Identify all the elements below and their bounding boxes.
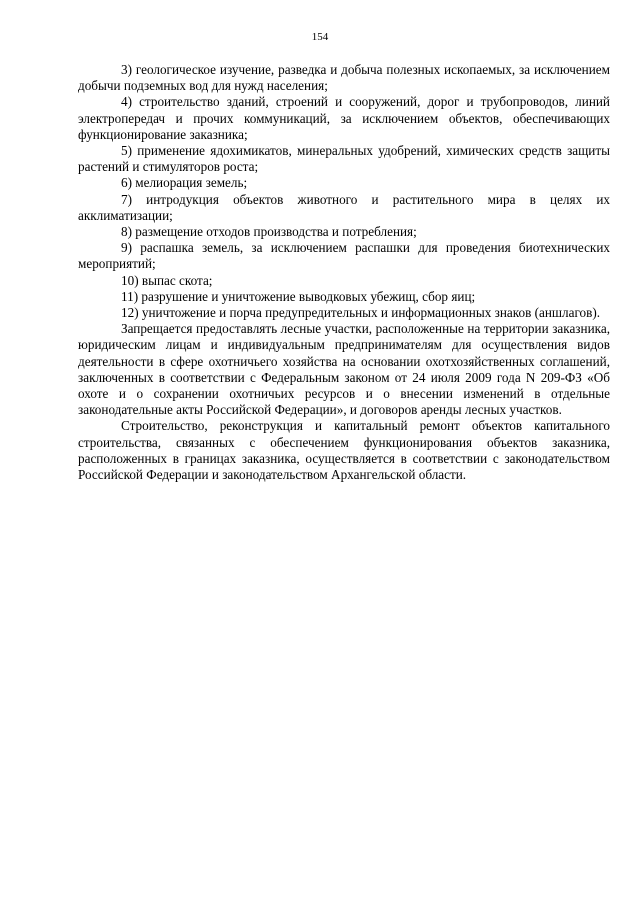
list-item-grazing: 10) выпас скота; <box>121 272 213 288</box>
list-item-waste-disposal: 8) размещение отходов производства и потребления; <box>121 224 417 240</box>
list-item-geological-study: 3) геологическое изучение, разведка и добыча полезных ископаемых, за исключением добычи подземных вод для нужд населения; <box>78 62 610 94</box>
list-item-introduction: 7) интродукция объектов животного и растительного мира в целях их акклиматизации; <box>78 191 610 223</box>
list-item-land-reclamation: 6) мелиорация земель; <box>121 175 248 191</box>
list-item-nest-destruction: 11) разрушение и уничтожение выводковых убежищ, сбор яиц; <box>121 288 476 304</box>
paragraph-forest-plots: Запрещается предоставлять лесные участки, расположенные на территории заказника, юридическим лицам и индивидуальным предпринимателям для осуществления видов деятельности в сфере охотничьего хозяйства на основании охотхозяйственных соглашений, заключенных в соответствии с Федеральным законом от 24 июля 2009 года N 209-ФЗ «Об охоте и о сохранении охотничьих ресурсов и о внесении изменений в отдельные законодательные акты Российской Федерации», и договоров аренды лесных участков. <box>78 321 610 418</box>
list-item-signs-damage: 12) уничтожение и порча предупредительных и информационных знаков (аншлагов). <box>121 305 601 321</box>
list-item-ploughing: 9) распашка земель, за исключением распашки для проведения биотехнических мероприятий; <box>78 240 610 272</box>
document-body <box>78 62 610 483</box>
page-number: 154 <box>311 31 329 43</box>
list-item-chemicals: 5) применение ядохимикатов, минеральных удобрений, химических средств защиты растений и стимуляторов роста; <box>78 143 610 175</box>
paragraph-capital-construction: Строительство, реконструкция и капитальный ремонт объектов капитального строительства, связанных с обеспечением функционирования объектов заказника, расположенных в границах заказника, осуществляется в соответствии с законодательством Российской Федерации и законодательством Архангельской области. <box>78 418 610 483</box>
list-item-construction: 4) строительство зданий, строений и сооружений, дорог и трубопроводов, линий электропередач и прочих коммуникаций, за исключением объектов, обеспечивающих функционирование заказника; <box>78 94 610 142</box>
